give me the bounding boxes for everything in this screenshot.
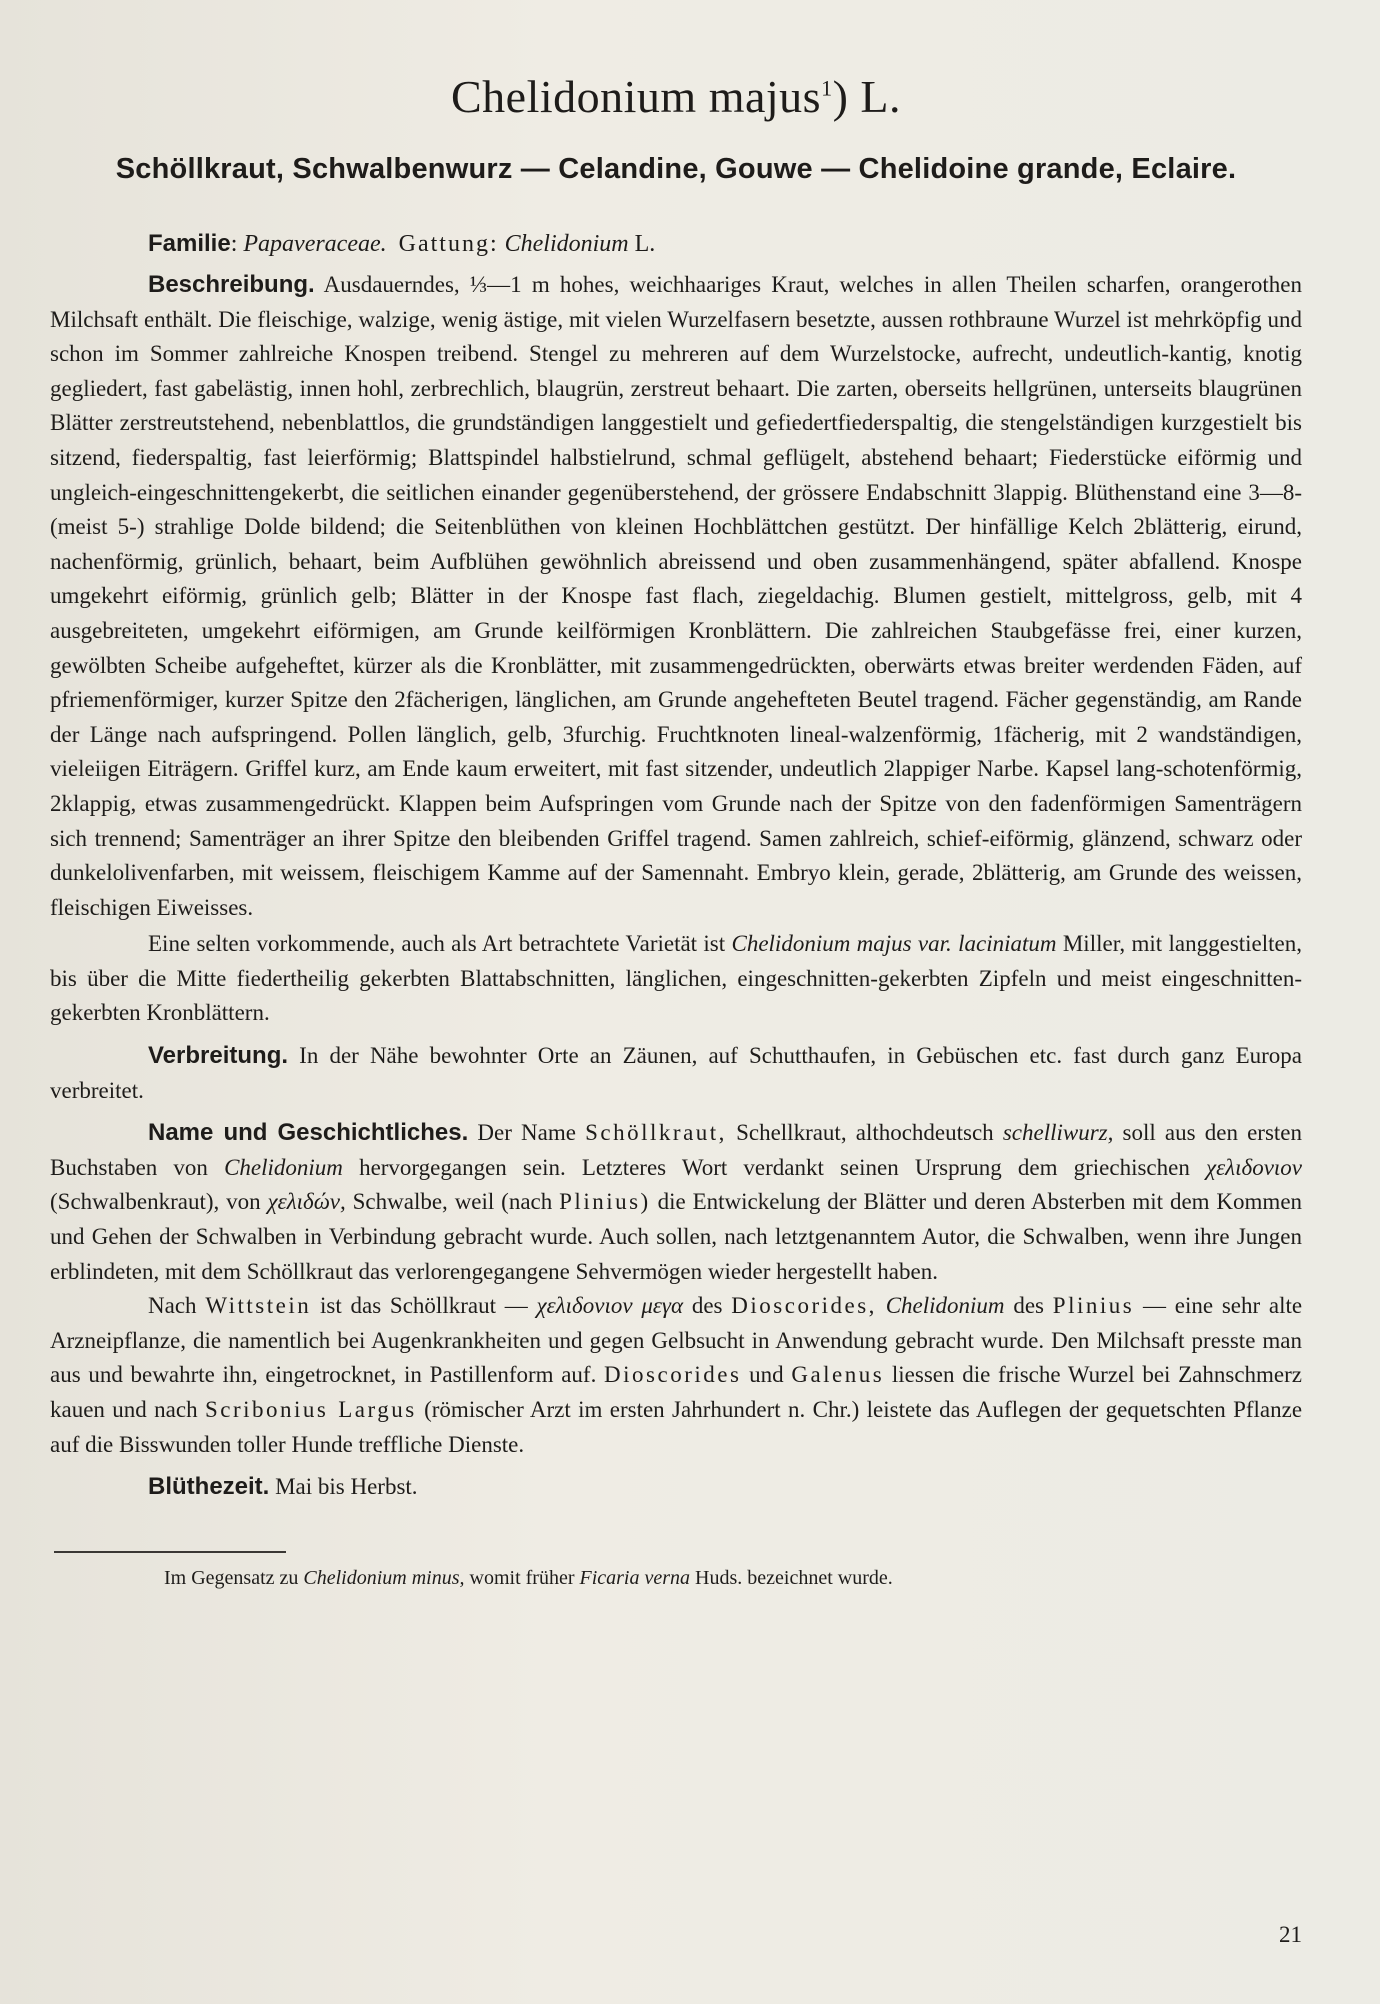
wittstein-text: und bbox=[749, 1362, 784, 1388]
history-text: (Schwalbenkraut), von bbox=[50, 1189, 261, 1215]
footnote-text: womit früher bbox=[469, 1566, 575, 1589]
variety-paragraph bbox=[50, 927, 1302, 1031]
history-text: Schwalbe, weil (nach bbox=[352, 1189, 553, 1215]
wittstein-text: (römischer Arzt im ersten Jahrhundert n. Chr.) leistete das Auflegen der gequetschten Pflanze auf die Bisswunden toller Hunde treffliche Dienste. bbox=[50, 1397, 1303, 1457]
wittstein-spaced-name: Dioscorides, bbox=[731, 1293, 877, 1319]
history-paragraph bbox=[50, 1116, 1302, 1289]
wittstein-spaced-name: Plinius bbox=[1052, 1293, 1135, 1319]
page-number: 21 bbox=[1279, 1922, 1302, 1947]
wittstein-text: liessen die frische Wurzel bei Zahnschmerz kauen und nach bbox=[50, 1362, 1303, 1422]
history-greek: χελιδονιον bbox=[1205, 1154, 1303, 1180]
footnote-text: Im Gegensatz zu bbox=[164, 1566, 299, 1589]
wittstein-greek: χελιδονιον μεγα bbox=[536, 1293, 684, 1319]
history-text: Der Name bbox=[477, 1120, 576, 1146]
family-value: Papaveraceae. bbox=[243, 231, 387, 257]
wittstein-paragraph bbox=[50, 1289, 1302, 1462]
history-text: Schellkraut, althochdeutsch bbox=[736, 1120, 994, 1146]
history-spaced-name: Schöllkraut, bbox=[585, 1120, 727, 1146]
history-text: die Entwickelung der Blätter und deren Absterben mit dem Kommen und Gehen der Schwalben in Verbindung gebracht wurde. Auch sollen, nach letztgenanntem Autor, die Schwalben, wenn ihre Jungen erblindeten, mit dem Schöllkraut das verlorengegangene Sehvermögen wieder hergestellt haben. bbox=[50, 1189, 1303, 1284]
taxonomy-line: Familie: Papaveraceae. Gattung: Chelidonium L. bbox=[148, 230, 656, 257]
distribution-text: In der Nähe bewohnter Orte an Zäunen, auf Schutthaufen, in Gebüschen etc. fast durch ganz Europa verbreitet. bbox=[50, 1043, 1303, 1103]
genus-value: Chelidonium bbox=[504, 231, 629, 257]
wittstein-text: — eine sehr alte Arzneipflanze, die namentlich bei Augenkrankheiten und gegen Gelbsucht in Anwendung gebracht wurde. Den Milchsaft presste man aus und bewahrte ihn, eingetrocknet, in Pastillenform auf. bbox=[50, 1293, 1303, 1388]
flowering-heading: Blüthezeit. bbox=[148, 1473, 270, 1501]
history-heading: Name und Geschichtliches. bbox=[148, 1119, 469, 1147]
history-italic: schelliwurz, bbox=[1002, 1120, 1114, 1146]
genus-author: L. bbox=[634, 231, 656, 257]
footnote bbox=[164, 1567, 1302, 1590]
title-author: ) L. bbox=[832, 71, 902, 122]
distribution-heading: Verbreitung. bbox=[148, 1042, 289, 1070]
title-species: Chelidonium majus bbox=[450, 71, 822, 122]
footnote-italic: Chelidonium minus, bbox=[303, 1566, 465, 1589]
history-greek: χελιδών, bbox=[267, 1189, 346, 1215]
wittstein-text: ist das Schöllkraut — bbox=[320, 1293, 528, 1319]
description-heading: Beschreibung. bbox=[148, 271, 315, 298]
footnote-italic: Ficaria verna bbox=[579, 1566, 691, 1589]
common-names: Schöllkraut, Schwalbenwurz — Celandine, Gouwe — Chelidoine grande, Eclaire. bbox=[115, 153, 1237, 185]
history-text: hervorgegangen sein. Letzteres Wort verdankt seinen Ursprung dem griechischen bbox=[359, 1154, 1190, 1180]
wittstein-spaced-name: Galenus bbox=[791, 1362, 885, 1388]
wittstein-spaced-name: Wittstein bbox=[205, 1293, 312, 1319]
footnote-text: Huds. bezeichnet wurde. bbox=[695, 1566, 893, 1589]
history-italic: Chelidonium bbox=[224, 1154, 343, 1180]
family-label: Familie bbox=[148, 230, 231, 257]
page-title bbox=[50, 70, 1302, 123]
wittstein-italic: Chelidonium bbox=[885, 1293, 1005, 1319]
history-text: soll aus den ersten Buchstaben von bbox=[50, 1120, 1303, 1180]
variety-name: Chelidonium majus var. laciniatum bbox=[731, 931, 1057, 957]
flowering-paragraph bbox=[50, 1470, 1302, 1505]
wittstein-spaced-name: Dioscorides bbox=[604, 1362, 742, 1388]
wittstein-text: des bbox=[1013, 1293, 1044, 1319]
genus-label: Gattung: bbox=[398, 231, 499, 257]
wittstein-spaced-name: Scribonius Largus bbox=[204, 1397, 417, 1422]
footnote-marker: 1 bbox=[821, 75, 833, 101]
description-paragraph bbox=[50, 268, 1302, 925]
variety-text-pre: Eine selten vorkommende, auch als Art betrachtete Varietät ist bbox=[148, 931, 726, 957]
distribution-paragraph bbox=[50, 1039, 1302, 1108]
wittstein-text: Nach bbox=[148, 1293, 197, 1319]
flowering-text: Mai bis Herbst. bbox=[275, 1474, 418, 1500]
description-text: Ausdauerndes, ⅓—1 m hohes, weichhaariges Kraut, welches in allen Theilen scharfen, orangerothen Milchsaft enthält. Die fleischige, walzige, wenig ästige, mit vielen Wurzelfasern besetzte, aussen rothbraune Wurzel ist mehrköpfig und schon im Sommer zahlreiche Knospen treibend. Stengel zu mehreren auf dem Wurzelstocke, aufrecht, undeutlich-kantig, knotig gegliedert, fast gabelästig, innen hohl, zerbrechlich, blaugrün, zerstreut behaart. Die zarten, oberseits hellgrünen, unterseits blaugrünen Blätter zerstreutstehend, nebenblattlos, die grundständigen langgestielt und gefiedertfiederspaltig, die stengelständigen kurzgestielt bis sitzend, fiederspaltig, fast leierförmig; Blattspindel halbstielrund, schmal geflügelt, abstehend behaart; Fiederstücke eiförmig und ungleich-eingeschnittengekerbt, die seitlichen einander gegenüberstehend, der grössere Endabschnitt 3lappig. Blüthenstand eine 3—8- (meist 5-) strahlige Dolde bildend; die Seitenblüthen von kleinen Hochblättchen gestützt. Der hinfällige Kelch 2blätterig, eirund, nachenförmig, grünlich, behaart, beim Aufblühen gewöhnlich abreissend und oben zusammenhängend, später abfallend. Knospe umgekehrt eiförmig, grünlich gelb; Blätter in der Knospe fast flach, ziegeldachig. Blumen gestielt, mittelgross, gelb, mit 4 ausgebreiteten, umgekehrt eiförmigen, am Grunde keilförmigen Kronblättern. Die zahlreichen Staubgefässe frei, einer kurzen, gewölbten Scheibe aufgeheftet, kürzer als die Kronblätter, mit zusammengedrückten, oberwärts etwas breiter werdenden Fäden, auf pfriemenförmiger, kurzer Spitze den 2fächerigen, länglichen, am Grunde angehefteten Beutel tragend. Fächer gegenständig, am Rande der Länge nach aufspringend. Pollen länglich, gelb, 3furchig. Fruchtknoten lineal-walzenförmig, 1fächerig, mit 2 wandständigen, vieleiigen Eiträgern. Griffel kurz, am Ende kaum erweitert, mit fast sitzender, undeutlich 2lappiger Narbe. Kapsel lang-schotenförmig, 2klappig, etwas zusammengedrückt. Klappen beim Aufspringen vom Grunde nach der Spitze von den fadenförmigen Samenträgern sich trennend; Samenträger an ihrer Spitze den bleibenden Griffel tragend. Samen zahlreich, schief-eiförmig, glänzend, schwarz oder dunkelolivenfarben, mit weissem, fleischigem Kamme auf der Samennaht. Embryo klein, gerade, 2blätterig, am Grunde des weissen, fleischigen Eiweisses. bbox=[50, 272, 1303, 920]
variety-text-post: Miller, mit langgestielten, bis über die Mitte fiedertheilig gekerbten Blattabschnitten, länglichen, eingeschnitten-gekerbten Zipfeln und meist eingeschnitten-gekerbten Kronblättern. bbox=[50, 931, 1303, 1026]
history-spaced-name: Plinius) bbox=[559, 1189, 651, 1215]
wittstein-text: des bbox=[691, 1293, 723, 1319]
footnote-divider bbox=[54, 1551, 286, 1553]
